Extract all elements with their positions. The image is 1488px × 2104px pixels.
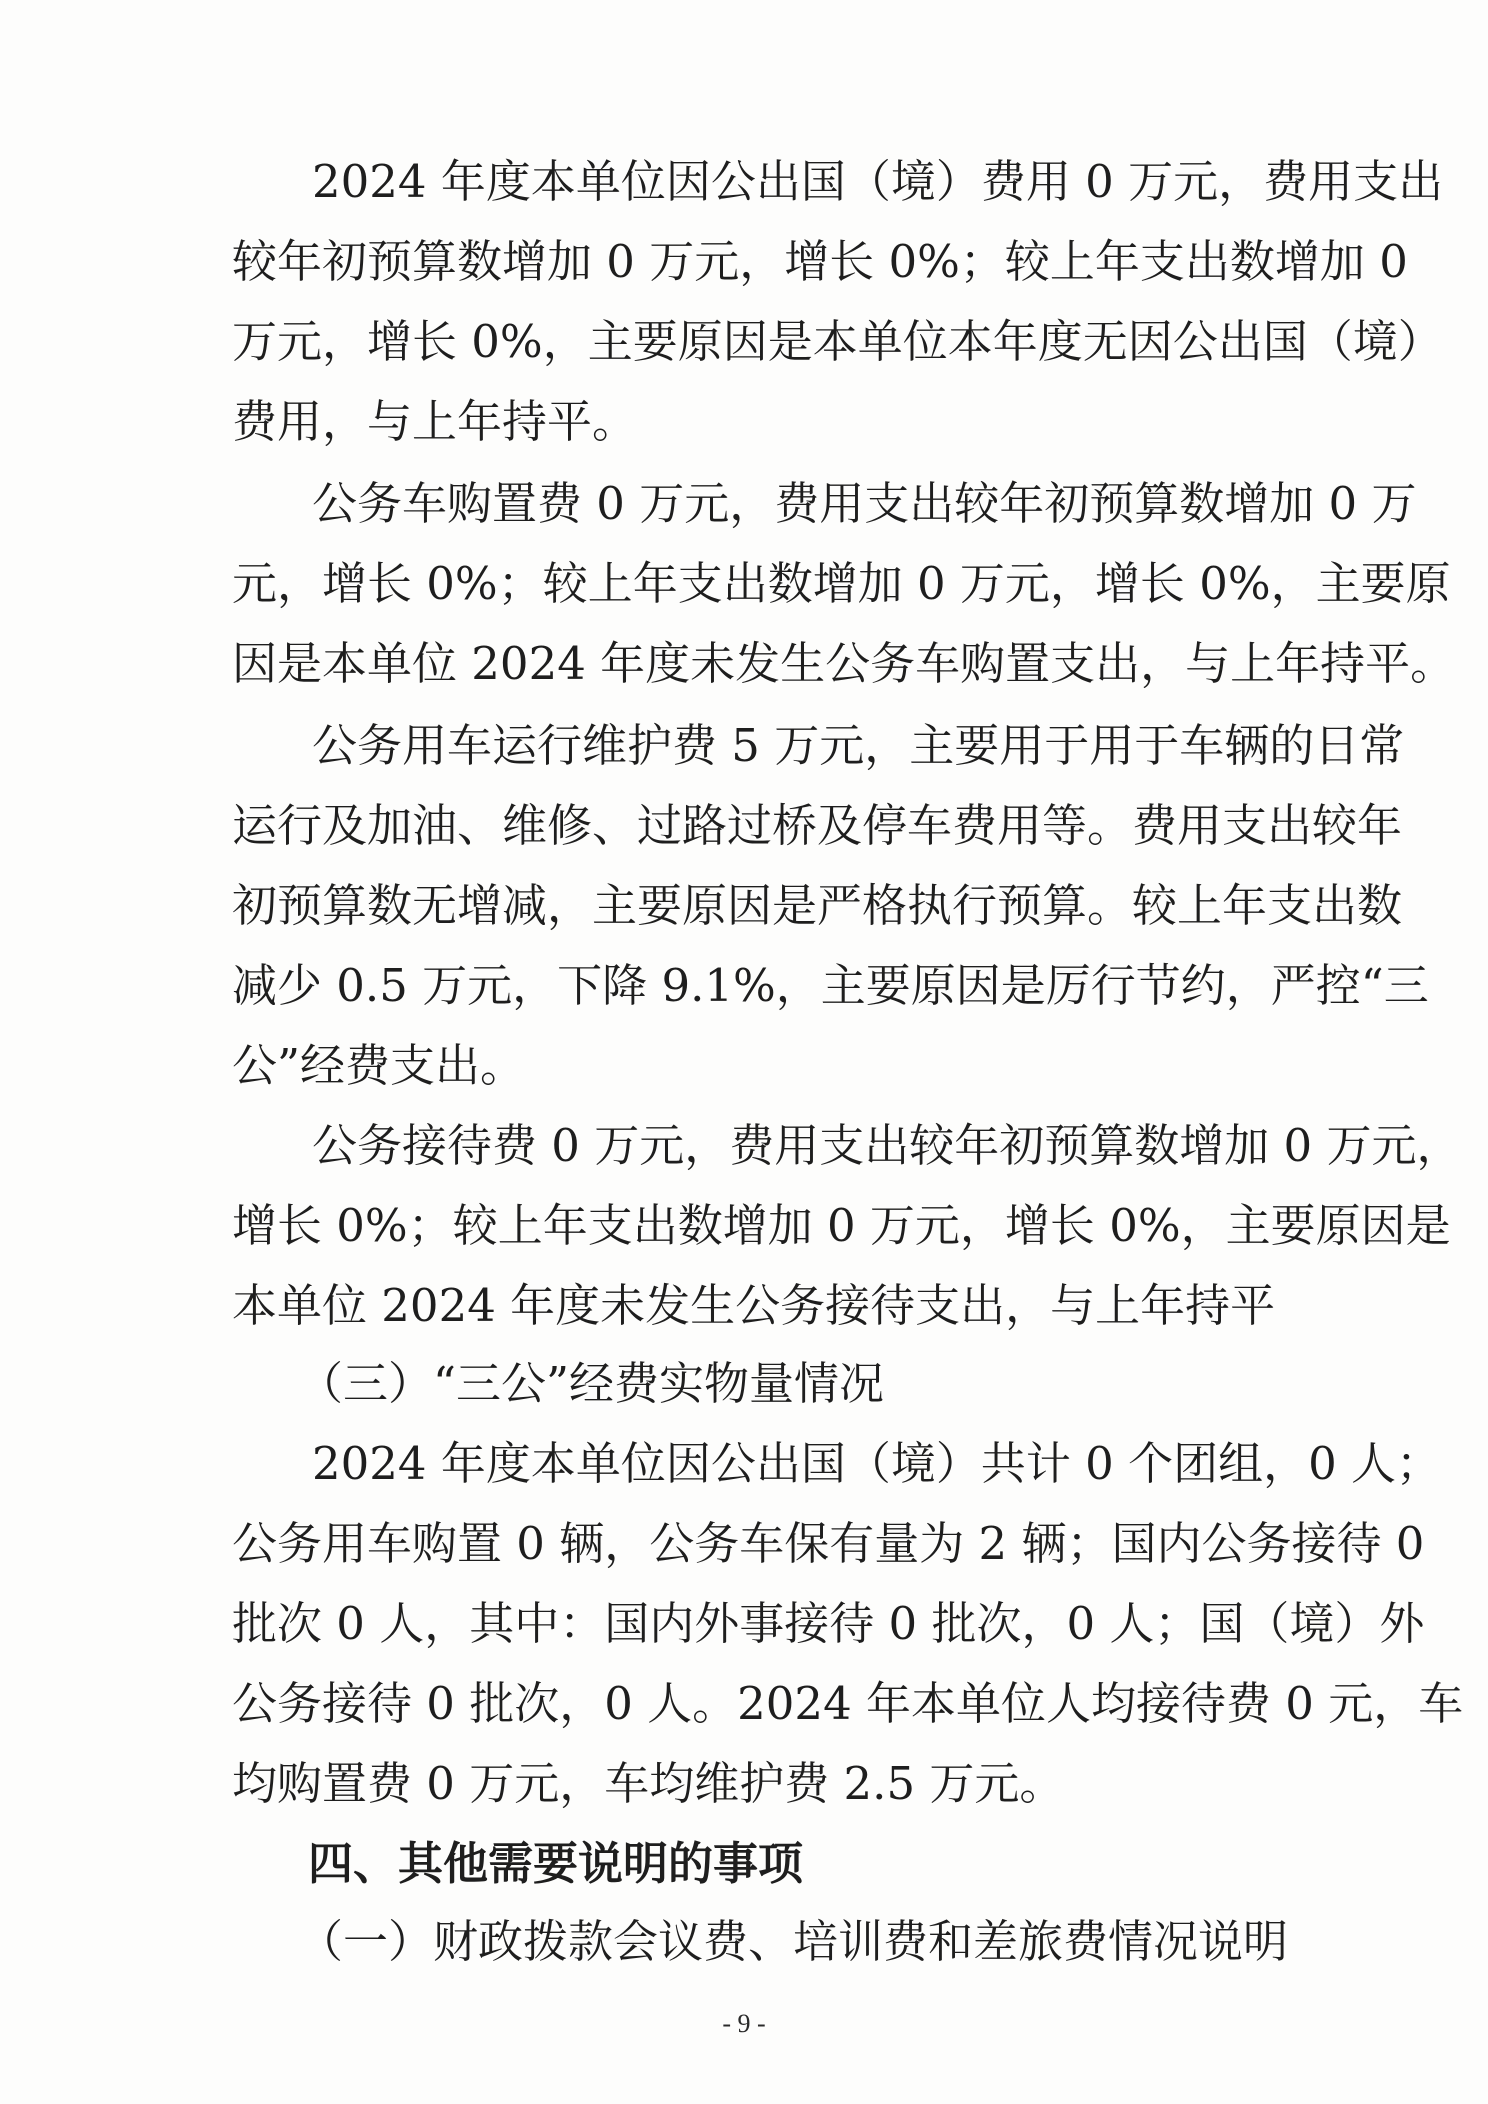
paragraph-line: 较年初预算数增加 0 万元，增长 0%；较上年支出数增加 0 [232,235,1408,288]
paragraph-line: 批次 0 人，其中：国内外事接待 0 批次，0 人；国（境）外 [232,1597,1425,1650]
section-heading: 四、其他需要说明的事项 [308,1837,804,1890]
paragraph-line: 公务车购置费 0 万元，费用支出较年初预算数增加 0 万 [312,477,1417,530]
paragraph-line: 费用，与上年持平。 [232,395,638,448]
paragraph-line: 减少 0.5 万元，下降 9.1%，主要原因是厉行节约，严控“三 [232,959,1429,1012]
paragraph-line: 因是本单位 2024 年度未发生公务车购置支出，与上年持平。 [232,637,1456,690]
paragraph-line: 均购置费 0 万元，车均维护费 2.5 万元。 [232,1757,1065,1810]
paragraph-line: 初预算数无增减，主要原因是严格执行预算。较上年支出数 [232,879,1403,932]
section-subheading: （一）财政拨款会议费、培训费和差旅费情况说明 [298,1915,1289,1968]
section-subheading: （三）“三公”经费实物量情况 [298,1357,885,1410]
paragraph-line: 增长 0%；较上年支出数增加 0 万元，增长 0%，主要原因是 [232,1199,1451,1252]
paragraph-line: 运行及加油、维修、过路过桥及停车费用等。费用支出较年 [232,799,1403,852]
paragraph-line: 公”经费支出。 [232,1039,526,1092]
paragraph-line: 公务接待费 0 万元，费用支出较年初预算数增加 0 万元， [312,1119,1462,1172]
paragraph-line: 2024 年度本单位因公出国（境）共计 0 个团组，0 人； [312,1437,1442,1490]
paragraph-line: 2024 年度本单位因公出国（境）费用 0 万元，费用支出 [312,155,1444,208]
paragraph-line: 公务接待 0 批次，0 人。2024 年本单位人均接待费 0 元，车 [232,1677,1464,1730]
paragraph-line: 公务用车购置 0 辆，公务车保有量为 2 辆；国内公务接待 0 [232,1517,1425,1570]
paragraph-line: 万元，增长 0%，主要原因是本单位本年度无因公出国（境） [232,315,1443,368]
paragraph-line: 元，增长 0%；较上年支出数增加 0 万元，增长 0%，主要原 [232,557,1451,610]
page-number: - 9 - [722,2009,766,2038]
paragraph-line: 本单位 2024 年度未发生公务接待支出，与上年持平 [232,1279,1276,1332]
paragraph-line: 公务用车运行维护费 5 万元，主要用于用于车辆的日常 [312,719,1405,772]
